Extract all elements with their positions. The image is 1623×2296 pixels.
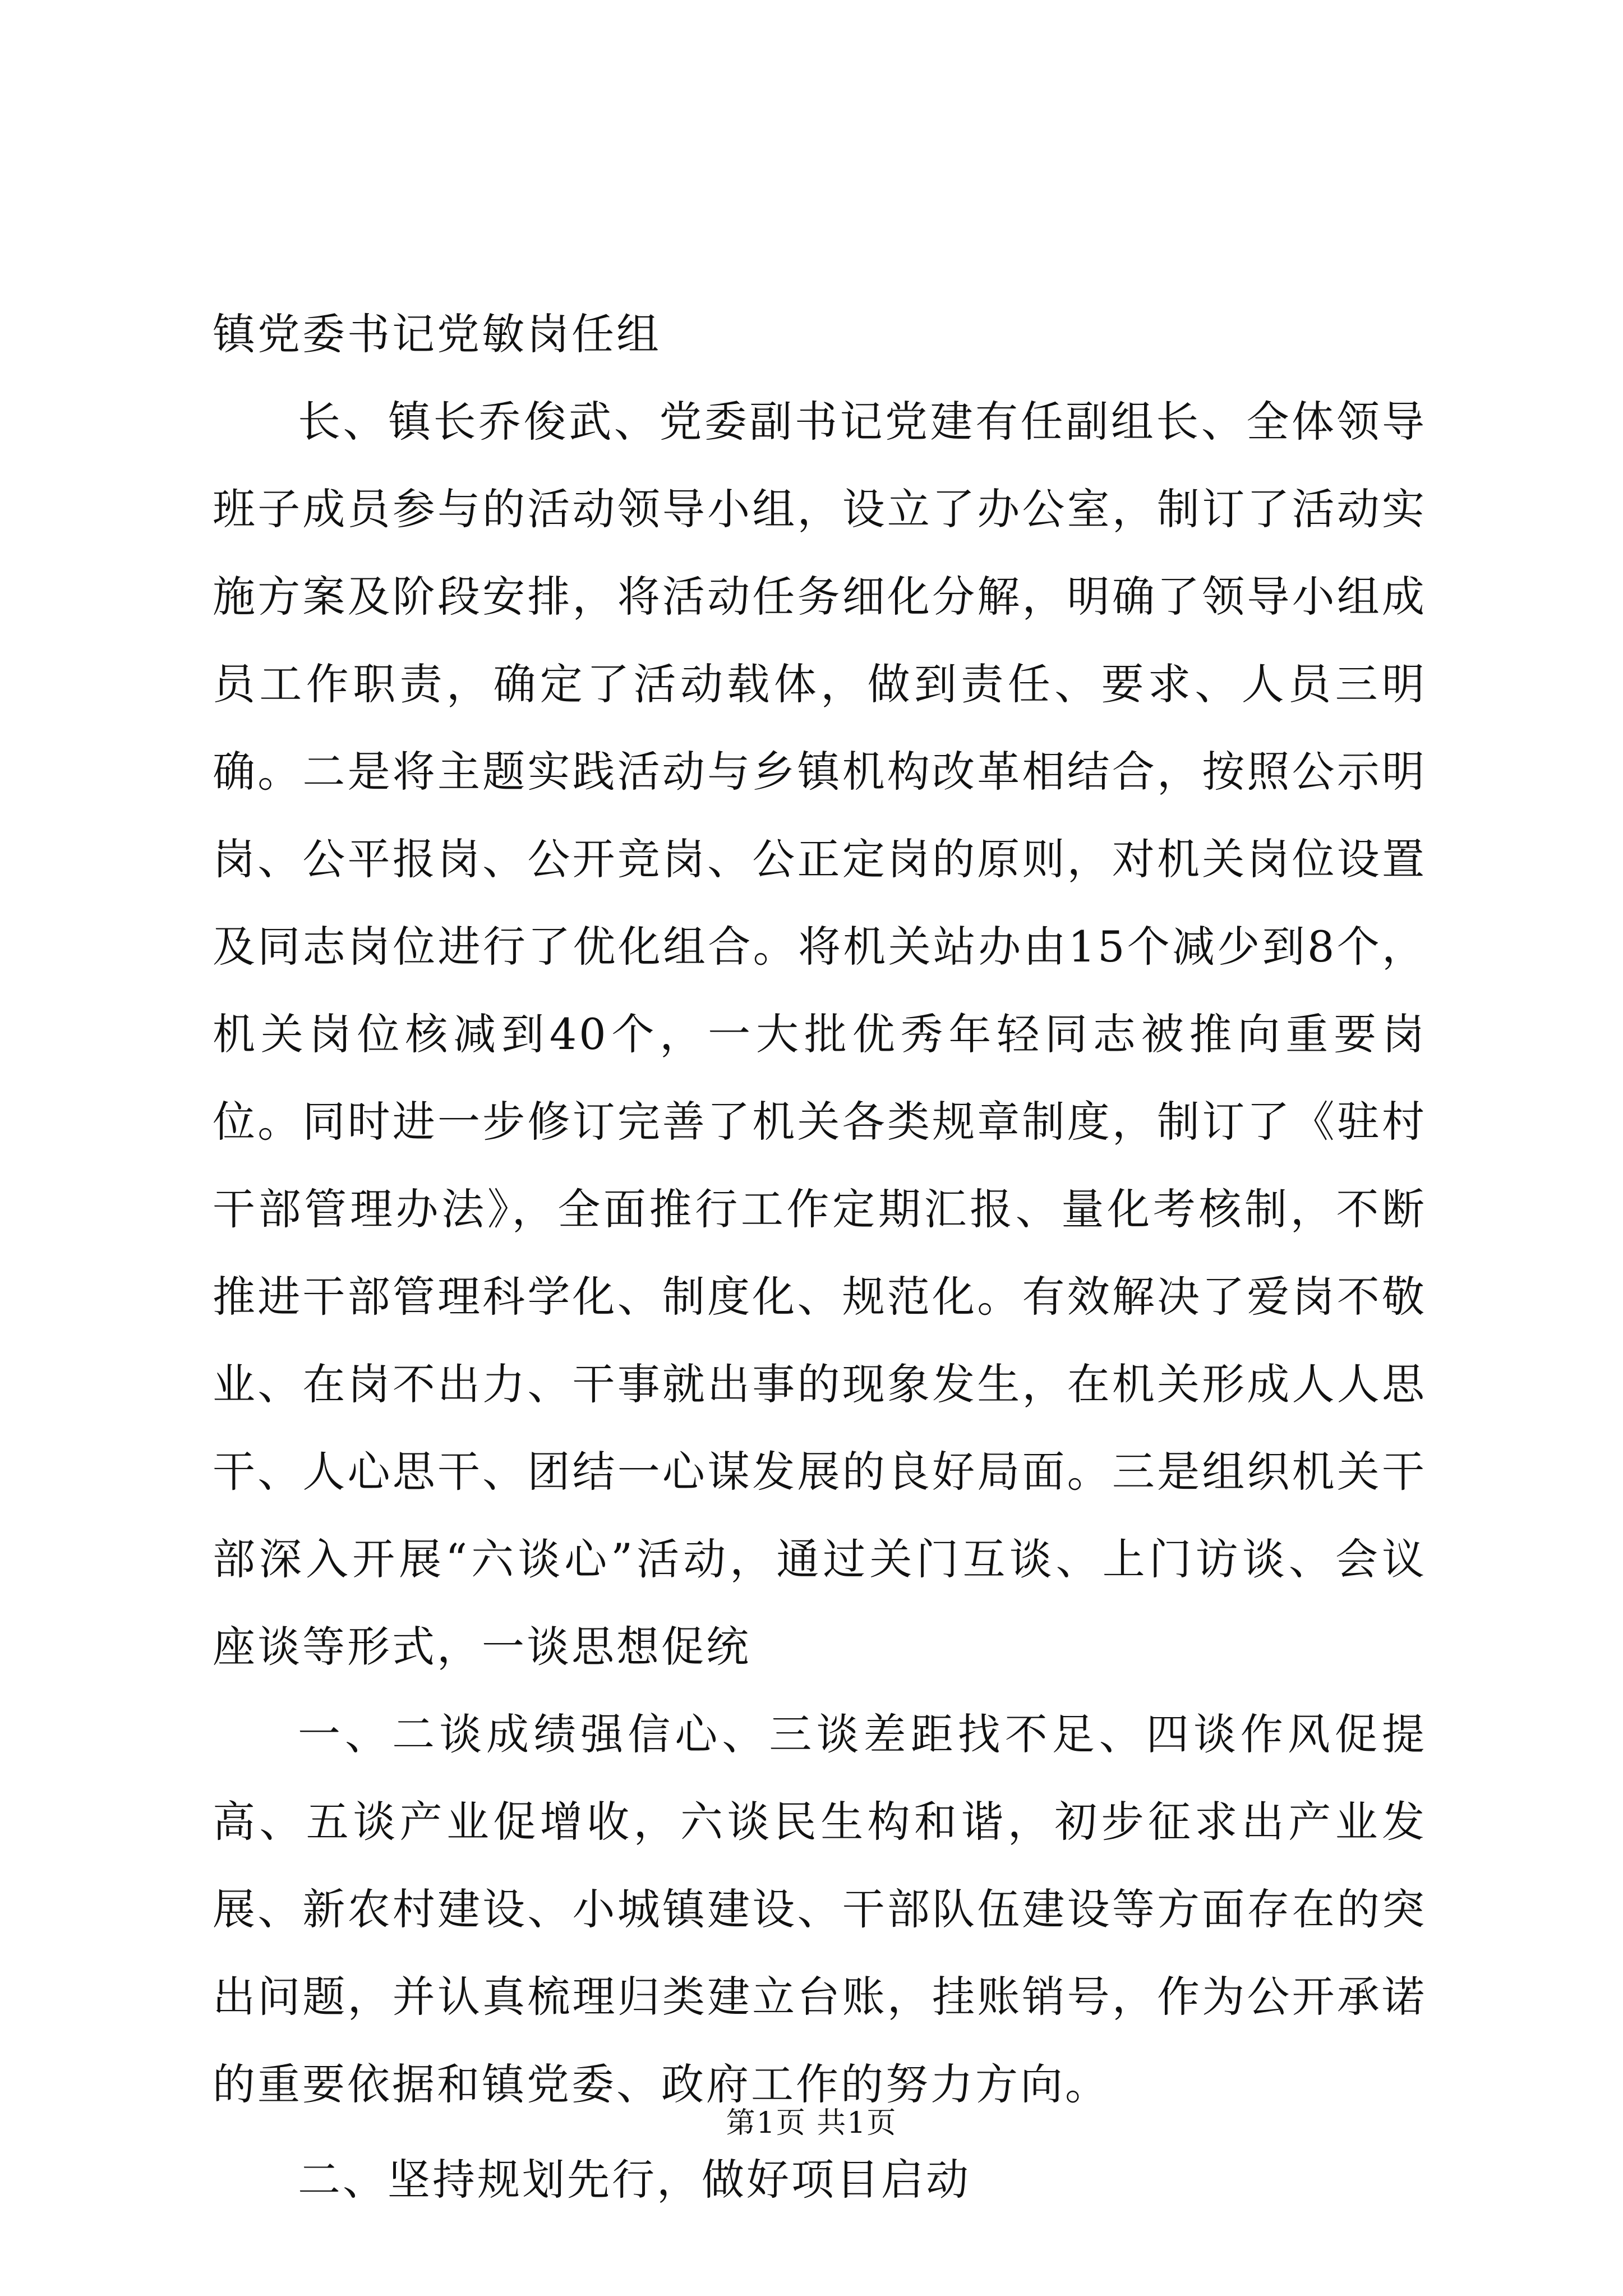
paragraph-section-two-heading: 二、坚持规划先行，做好项目启动: [298, 2155, 971, 2205]
paragraph-heading-line: 镇党委书记党敏岗任组: [213, 309, 661, 359]
document-body: [213, 291, 1427, 2224]
paragraph-six-talks: 一、二谈成绩强信心、三谈差距找不足、四谈作风促提高、五谈产业促增收，六谈民生构和谐，初步征求出产业发展、新农村建设、小城镇建设、干部队伍建设等方面存在的突出问题，并认真梳理归类建立台账，挂账销号，作为公开承诺的重要依据和镇党委、政府工作的努力方向。: [213, 1709, 1427, 2109]
page-number-footer: 第1页 共1页: [726, 2106, 897, 2140]
paragraph-leadership-group: 长、镇长乔俊武、党委副书记党建有任副组长、全体领导班子成员参与的活动领导小组，设立了办公室，制订了活动实施方案及阶段安排，将活动任务细化分解，明确了领导小组成员工作职责，确定了活动载体，做到责任、要求、人员三明确。二是将主题实践活动与乡镇机构改革相结合，按照公示明岗、公平报岗、公开竞岗、公正定岗的原则，对机关岗位设置及同志岗位进行了优化组合。将机关站办由15个减少到8个，机关岗位核减到40个，一大批优秀年轻同志被推向重要岗位。同时进一步修订完善了机关各类规章制度，制订了《驻村干部管理办法》，全面推行工作定期汇报、量化考核制，不断推进干部管理科学化、制度化、规范化。有效解决了爱岗不敬业、在岗不出力、干事就出事的现象发生，在机关形成人人思干、人心思干、团结一心谋发展的良好局面。三是组织机关干部深入开展“六谈心”活动，通过关门互谈、上门访谈、会议座谈等形式，一谈思想促统: [213, 397, 1427, 1672]
